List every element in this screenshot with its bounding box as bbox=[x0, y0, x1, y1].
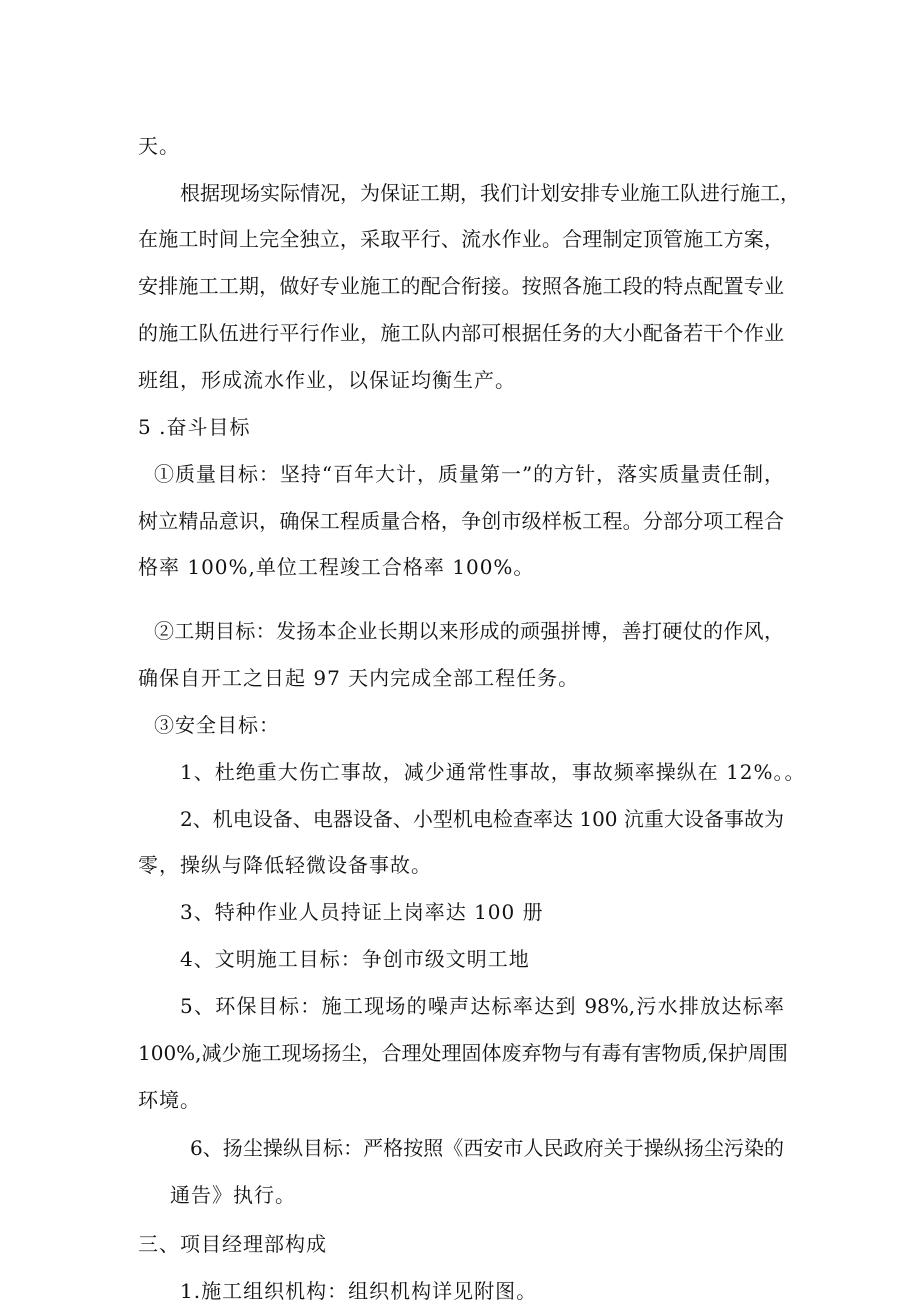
paragraph-line: 根据现场实际情况，为保证工期，我们计划安排专业施工队进行施工， bbox=[180, 181, 800, 205]
paragraph-line: ③安全目标： bbox=[154, 713, 280, 737]
paragraph-line: 天。 bbox=[138, 134, 180, 158]
paragraph-line: 通告》执行。 bbox=[170, 1183, 296, 1207]
list-item: 2、机电设备、电器设备、小型机电检查率达 100 沆重大设备事故为 bbox=[180, 807, 784, 831]
paragraph-line: 格率 100%,单位工程竣工合格率 100%。 bbox=[138, 555, 535, 579]
paragraph-line: 安排施工工期，做好专业施工的配合衔接。按照各施工段的特点配置专业 bbox=[138, 274, 784, 298]
paragraph-line: 100%,减少施工现场扬尘，合理处理固体废弃物与有毒有害物质,保护周围 bbox=[138, 1041, 788, 1065]
list-item: 3、特种作业人员持证上岗率达 100 册 bbox=[180, 900, 544, 924]
list-item: 1、杜绝重大伤亡事故，减少通常性事故，事故频率操纵在 12%。。 bbox=[180, 760, 806, 784]
section-heading: 5 .奋斗目标 bbox=[138, 415, 251, 439]
paragraph-line: 班组，形成流水作业，以保证均衡生产。 bbox=[138, 368, 516, 392]
list-item: 4、文明施工目标：争创市级文明工地 bbox=[180, 947, 530, 971]
paragraph-line: ②工期目标：发扬本企业长期以来形成的顽强拼博，善打硬仗的作风， bbox=[154, 619, 784, 643]
section-heading: 三、项目经理部构成 bbox=[138, 1232, 327, 1256]
paragraph-line: 零，操纵与降低轻微设备事故。 bbox=[138, 853, 432, 877]
list-item: 6、扬尘操纵目标：严格按照《西安市人民政府关于操纵扬尘污染的 bbox=[190, 1136, 784, 1160]
paragraph-line: 树立精品意识，确保工程质量合格，争创市级样板工程。分部分项工程合 bbox=[138, 509, 784, 533]
paragraph-line: 的施工队伍进行平行作业，施工队内部可根据任务的大小配备若干个作业 bbox=[138, 321, 784, 345]
paragraph-line: 在施工时间上完全独立，采取平行、流水作业。合理制定顶管施工方案， bbox=[138, 227, 784, 251]
paragraph-line: 环境。 bbox=[138, 1088, 201, 1112]
paragraph-line: 确保自开工之日起 97 天内完成全部工程任务。 bbox=[138, 666, 580, 690]
list-item: 1.施工组织机构：组织机构详见附图。 bbox=[180, 1279, 538, 1303]
paragraph-line: ①质量目标：坚持“百年大计，质量第一”的方针，落实质量责任制， bbox=[154, 462, 784, 486]
list-item: 5、环保目标：施工现场的噪声达标率达到 98%,污水排放达标率 bbox=[180, 994, 784, 1018]
